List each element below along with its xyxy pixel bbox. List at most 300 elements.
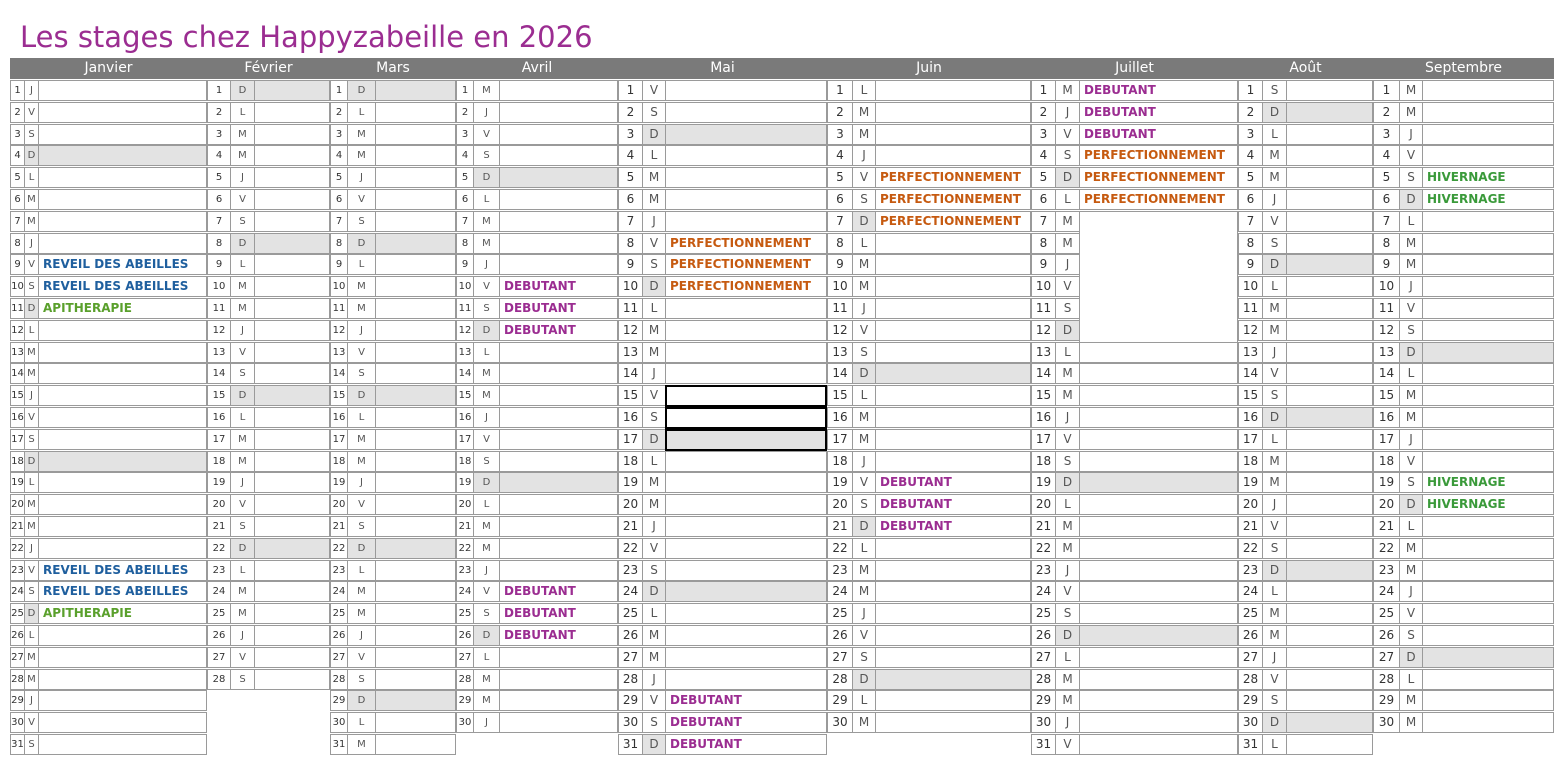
day-row	[330, 363, 456, 384]
event-cell[interactable]	[1286, 603, 1373, 624]
event-cell[interactable]	[375, 80, 456, 101]
event-cell[interactable]	[875, 647, 1031, 668]
event-cell[interactable]	[1286, 451, 1373, 472]
event-cell[interactable]	[254, 342, 330, 363]
event-cell[interactable]	[38, 102, 207, 123]
event-cell[interactable]	[38, 342, 207, 363]
event-cell[interactable]	[1422, 124, 1554, 145]
event-cell[interactable]	[375, 625, 456, 646]
event-cell[interactable]	[1286, 233, 1373, 254]
event-cell[interactable]	[665, 451, 827, 472]
event-cell[interactable]	[375, 298, 456, 319]
event-cell[interactable]	[1286, 647, 1373, 668]
event-cell[interactable]	[499, 647, 618, 668]
event-cell[interactable]	[375, 690, 456, 711]
event-cell[interactable]	[254, 233, 330, 254]
event-cell[interactable]: DEBUTANT	[875, 516, 1031, 537]
event-cell[interactable]	[375, 603, 456, 624]
event-cell[interactable]	[665, 516, 827, 537]
event-cell[interactable]	[38, 472, 207, 493]
event-cell[interactable]	[1422, 233, 1554, 254]
event-cell[interactable]	[665, 189, 827, 210]
event-cell[interactable]	[499, 451, 618, 472]
day-letter: M	[852, 254, 875, 275]
day-letter: V	[642, 233, 665, 254]
event-cell[interactable]	[1286, 494, 1373, 515]
event-cell[interactable]	[499, 102, 618, 123]
day-number: 31	[618, 734, 642, 755]
event-cell[interactable]	[1286, 407, 1373, 428]
event-cell[interactable]	[499, 429, 618, 450]
day-number: 11	[330, 298, 347, 319]
event-cell[interactable]	[1422, 211, 1554, 232]
event-cell[interactable]	[254, 494, 330, 515]
event-cell[interactable]: PERFECTIONNEMENT	[1079, 145, 1238, 166]
event-cell[interactable]	[254, 298, 330, 319]
event-cell[interactable]	[1286, 712, 1373, 733]
event-cell[interactable]	[38, 211, 207, 232]
event-cell[interactable]	[375, 647, 456, 668]
day-number: 24	[1238, 581, 1262, 602]
event-cell[interactable]	[499, 516, 618, 537]
event-cell[interactable]: DEBUTANT	[499, 320, 618, 341]
event-cell[interactable]	[499, 538, 618, 559]
event-cell[interactable]	[1286, 625, 1373, 646]
event-cell[interactable]	[1422, 385, 1554, 406]
event-cell[interactable]	[375, 712, 456, 733]
event-cell[interactable]: DEBUTANT	[875, 494, 1031, 515]
event-cell[interactable]	[375, 581, 456, 602]
event-cell[interactable]	[38, 712, 207, 733]
day-row	[618, 102, 827, 123]
event-cell[interactable]	[1286, 320, 1373, 341]
event-cell[interactable]	[1286, 690, 1373, 711]
day-letter: J	[642, 211, 665, 232]
event-cell[interactable]	[375, 189, 456, 210]
event-cell[interactable]	[499, 189, 618, 210]
event-cell[interactable]	[1286, 167, 1373, 188]
event-cell[interactable]	[1079, 669, 1238, 690]
event-cell[interactable]	[1422, 603, 1554, 624]
event-cell[interactable]	[1079, 625, 1238, 646]
event-cell[interactable]: PERFECTIONNEMENT	[665, 233, 827, 254]
event-cell[interactable]	[375, 560, 456, 581]
event-cell[interactable]: PERFECTIONNEMENT	[875, 189, 1031, 210]
event-cell[interactable]	[254, 407, 330, 428]
event-cell[interactable]	[375, 102, 456, 123]
event-cell[interactable]	[1422, 560, 1554, 581]
event-cell[interactable]	[499, 342, 618, 363]
event-cell[interactable]	[1286, 211, 1373, 232]
event-cell[interactable]	[38, 167, 207, 188]
day-letter: M	[1399, 690, 1422, 711]
event-cell[interactable]: DEBUTANT	[665, 712, 827, 733]
event-cell[interactable]	[1422, 80, 1554, 101]
event-cell[interactable]	[254, 80, 330, 101]
event-cell[interactable]	[254, 603, 330, 624]
day-letter: V	[473, 581, 499, 602]
event-cell[interactable]: PERFECTIONNEMENT	[1079, 167, 1238, 188]
event-cell[interactable]	[665, 298, 827, 319]
event-cell[interactable]	[38, 429, 207, 450]
event-cell[interactable]: APITHERAPIE	[38, 298, 207, 319]
event-cell[interactable]	[1079, 516, 1238, 537]
event-cell[interactable]	[1422, 254, 1554, 275]
event-cell[interactable]	[875, 102, 1031, 123]
event-cell[interactable]	[38, 669, 207, 690]
event-cell[interactable]	[499, 124, 618, 145]
event-cell[interactable]	[875, 603, 1031, 624]
event-cell[interactable]	[1286, 516, 1373, 537]
event-cell[interactable]	[38, 690, 207, 711]
event-cell[interactable]	[254, 538, 330, 559]
day-number: 1	[618, 80, 642, 101]
event-cell[interactable]	[375, 145, 456, 166]
event-cell[interactable]	[254, 429, 330, 450]
event-cell[interactable]	[254, 516, 330, 537]
day-row	[207, 603, 330, 624]
day-letter: M	[24, 516, 38, 537]
event-cell[interactable]	[665, 363, 827, 384]
event-cell[interactable]	[254, 145, 330, 166]
event-cell[interactable]	[499, 669, 618, 690]
event-cell[interactable]	[254, 276, 330, 297]
event-cell[interactable]	[1422, 342, 1554, 363]
event-cell[interactable]	[375, 472, 456, 493]
event-cell[interactable]	[254, 669, 330, 690]
event-cell[interactable]	[1422, 145, 1554, 166]
event-cell[interactable]	[1422, 647, 1554, 668]
event-cell[interactable]	[38, 363, 207, 384]
event-cell[interactable]	[375, 669, 456, 690]
event-cell[interactable]	[875, 298, 1031, 319]
event-cell[interactable]	[875, 581, 1031, 602]
event-cell[interactable]	[1079, 472, 1238, 493]
event-cell[interactable]	[665, 581, 827, 602]
day-number: 22	[618, 538, 642, 559]
event-cell[interactable]	[375, 320, 456, 341]
event-cell[interactable]	[665, 603, 827, 624]
event-cell[interactable]	[254, 124, 330, 145]
event-cell[interactable]: HIVERNAGE	[1422, 167, 1554, 188]
event-cell[interactable]	[1286, 342, 1373, 363]
event-cell[interactable]	[38, 451, 207, 472]
day-number: 9	[10, 254, 24, 275]
event-cell[interactable]	[499, 472, 618, 493]
event-cell[interactable]	[1422, 451, 1554, 472]
event-cell[interactable]	[375, 211, 456, 232]
event-cell[interactable]: REVEIL DES ABEILLES	[38, 560, 207, 581]
day-row	[10, 494, 207, 515]
event-cell[interactable]	[875, 560, 1031, 581]
event-cell[interactable]: DEBUTANT	[1079, 80, 1238, 101]
event-cell[interactable]	[875, 254, 1031, 275]
event-cell[interactable]	[254, 560, 330, 581]
event-cell[interactable]	[1286, 363, 1373, 384]
event-cell[interactable]	[499, 233, 618, 254]
event-cell[interactable]	[38, 647, 207, 668]
event-cell[interactable]	[254, 385, 330, 406]
event-cell[interactable]	[499, 560, 618, 581]
event-cell[interactable]	[254, 320, 330, 341]
event-cell[interactable]	[1079, 581, 1238, 602]
day-letter: L	[473, 342, 499, 363]
event-cell[interactable]	[499, 385, 618, 406]
event-cell[interactable]	[38, 538, 207, 559]
event-cell[interactable]	[254, 451, 330, 472]
event-cell[interactable]	[1079, 560, 1238, 581]
event-cell[interactable]	[1286, 124, 1373, 145]
event-cell[interactable]	[1286, 102, 1373, 123]
event-cell[interactable]	[1286, 560, 1373, 581]
event-cell[interactable]	[665, 167, 827, 188]
event-cell[interactable]	[665, 560, 827, 581]
event-cell[interactable]	[499, 407, 618, 428]
event-cell[interactable]	[38, 124, 207, 145]
event-cell[interactable]	[38, 320, 207, 341]
event-cell[interactable]	[38, 233, 207, 254]
event-cell[interactable]	[875, 538, 1031, 559]
event-cell[interactable]	[499, 211, 618, 232]
event-cell[interactable]	[1286, 145, 1373, 166]
event-cell[interactable]	[875, 363, 1031, 384]
event-cell[interactable]	[1079, 603, 1238, 624]
event-cell[interactable]	[254, 189, 330, 210]
day-number: 18	[1238, 451, 1262, 472]
day-row	[10, 581, 207, 602]
event-cell[interactable]	[375, 516, 456, 537]
event-cell[interactable]	[1079, 690, 1238, 711]
event-cell[interactable]	[375, 494, 456, 515]
event-cell[interactable]	[1286, 254, 1373, 275]
event-cell[interactable]: REVEIL DES ABEILLES	[38, 254, 207, 275]
event-cell[interactable]	[1422, 712, 1554, 733]
event-cell[interactable]	[1079, 538, 1238, 559]
event-cell[interactable]	[254, 625, 330, 646]
event-cell[interactable]	[38, 407, 207, 428]
event-cell[interactable]	[875, 80, 1031, 101]
event-cell[interactable]	[375, 451, 456, 472]
event-cell[interactable]	[1286, 538, 1373, 559]
event-cell[interactable]	[1079, 407, 1238, 428]
day-number: 23	[618, 560, 642, 581]
event-cell[interactable]	[375, 342, 456, 363]
event-cell[interactable]	[1286, 429, 1373, 450]
event-cell[interactable]	[1079, 363, 1238, 384]
event-cell[interactable]	[665, 647, 827, 668]
event-cell[interactable]	[1422, 669, 1554, 690]
event-cell[interactable]	[375, 429, 456, 450]
event-cell[interactable]	[1286, 298, 1373, 319]
event-cell[interactable]	[375, 124, 456, 145]
event-cell[interactable]: REVEIL DES ABEILLES	[38, 276, 207, 297]
event-cell[interactable]: DEBUTANT	[875, 472, 1031, 493]
event-cell[interactable]: DEBUTANT	[1079, 102, 1238, 123]
event-cell[interactable]	[665, 145, 827, 166]
day-row	[618, 647, 827, 668]
event-cell[interactable]	[1079, 712, 1238, 733]
event-cell[interactable]: DEBUTANT	[499, 581, 618, 602]
event-cell[interactable]	[1286, 581, 1373, 602]
event-cell[interactable]	[875, 124, 1031, 145]
day-number: 19	[618, 472, 642, 493]
event-cell[interactable]	[499, 167, 618, 188]
event-cell[interactable]	[499, 145, 618, 166]
event-cell[interactable]	[375, 538, 456, 559]
event-cell[interactable]: PERFECTIONNEMENT	[665, 254, 827, 275]
event-cell[interactable]	[1286, 80, 1373, 101]
event-cell[interactable]: DEBUTANT	[665, 690, 827, 711]
event-cell[interactable]: DEBUTANT	[499, 276, 618, 297]
event-cell[interactable]	[1286, 189, 1373, 210]
event-cell[interactable]	[38, 189, 207, 210]
event-cell[interactable]	[1422, 102, 1554, 123]
day-letter: M	[1399, 538, 1422, 559]
event-cell[interactable]: PERFECTIONNEMENT	[1079, 189, 1238, 210]
event-cell[interactable]	[375, 233, 456, 254]
day-row	[618, 560, 827, 581]
event-cell[interactable]	[1422, 429, 1554, 450]
event-cell[interactable]: DEBUTANT	[499, 298, 618, 319]
event-cell[interactable]	[254, 647, 330, 668]
day-row	[330, 625, 456, 646]
event-cell[interactable]	[665, 538, 827, 559]
event-cell[interactable]	[375, 254, 456, 275]
event-cell[interactable]: HIVERNAGE	[1422, 189, 1554, 210]
event-cell[interactable]	[1079, 734, 1238, 755]
event-cell[interactable]	[875, 451, 1031, 472]
day-row	[1031, 669, 1238, 690]
day-letter: J	[473, 560, 499, 581]
event-cell[interactable]	[1422, 298, 1554, 319]
event-cell[interactable]	[665, 625, 827, 646]
day-row	[1031, 189, 1238, 210]
event-cell[interactable]	[1422, 363, 1554, 384]
event-cell[interactable]	[375, 407, 456, 428]
event-cell[interactable]	[38, 625, 207, 646]
event-cell[interactable]	[38, 80, 207, 101]
event-cell[interactable]	[254, 254, 330, 275]
event-cell[interactable]	[875, 385, 1031, 406]
event-cell[interactable]	[1286, 276, 1373, 297]
event-cell[interactable]	[254, 472, 330, 493]
event-cell[interactable]	[375, 385, 456, 406]
event-cell[interactable]	[875, 712, 1031, 733]
event-cell[interactable]	[875, 342, 1031, 363]
day-row	[827, 516, 1031, 537]
event-cell[interactable]	[875, 625, 1031, 646]
event-cell[interactable]	[1422, 538, 1554, 559]
event-cell[interactable]	[1079, 647, 1238, 668]
event-cell[interactable]: REVEIL DES ABEILLES	[38, 581, 207, 602]
event-cell[interactable]	[875, 669, 1031, 690]
event-cell[interactable]: HIVERNAGE	[1422, 494, 1554, 515]
event-cell[interactable]: PERFECTIONNEMENT	[875, 167, 1031, 188]
event-cell[interactable]: HIVERNAGE	[1422, 472, 1554, 493]
event-cell[interactable]	[1422, 276, 1554, 297]
event-cell[interactable]	[375, 734, 456, 755]
day-number: 5	[618, 167, 642, 188]
event-cell[interactable]	[499, 494, 618, 515]
event-cell[interactable]	[254, 581, 330, 602]
event-cell[interactable]	[875, 233, 1031, 254]
event-cell[interactable]: DEBUTANT	[499, 603, 618, 624]
event-cell[interactable]	[1286, 734, 1373, 755]
event-cell[interactable]	[1422, 581, 1554, 602]
event-cell[interactable]	[875, 320, 1031, 341]
event-cell[interactable]	[499, 690, 618, 711]
event-cell[interactable]	[38, 516, 207, 537]
event-cell[interactable]	[375, 276, 456, 297]
event-cell[interactable]	[1422, 516, 1554, 537]
event-cell[interactable]: DEBUTANT	[1079, 124, 1238, 145]
event-cell[interactable]	[38, 494, 207, 515]
day-letter: S	[852, 189, 875, 210]
event-cell[interactable]: DEBUTANT	[665, 734, 827, 755]
event-cell[interactable]	[1079, 494, 1238, 515]
event-cell[interactable]	[875, 407, 1031, 428]
event-cell[interactable]	[665, 80, 827, 101]
event-cell[interactable]	[1422, 320, 1554, 341]
event-cell[interactable]	[1079, 429, 1238, 450]
event-cell[interactable]	[254, 167, 330, 188]
event-cell[interactable]	[875, 429, 1031, 450]
event-cell[interactable]	[665, 102, 827, 123]
day-letter: L	[1399, 669, 1422, 690]
event-cell[interactable]	[375, 363, 456, 384]
event-cell[interactable]: APITHERAPIE	[38, 603, 207, 624]
event-cell[interactable]: PERFECTIONNEMENT	[875, 211, 1031, 232]
event-cell[interactable]	[665, 494, 827, 515]
event-cell[interactable]	[875, 276, 1031, 297]
event-cell[interactable]	[1286, 472, 1373, 493]
event-cell[interactable]	[1286, 669, 1373, 690]
event-cell[interactable]	[665, 211, 827, 232]
event-cell[interactable]	[499, 363, 618, 384]
event-cell[interactable]	[254, 211, 330, 232]
event-cell[interactable]	[499, 254, 618, 275]
day-row	[1373, 385, 1554, 406]
event-cell[interactable]	[499, 80, 618, 101]
event-cell[interactable]	[1079, 451, 1238, 472]
event-cell[interactable]	[1079, 385, 1238, 406]
event-cell[interactable]	[875, 145, 1031, 166]
event-cell[interactable]	[1286, 385, 1373, 406]
event-cell[interactable]	[1422, 625, 1554, 646]
event-cell[interactable]	[1422, 407, 1554, 428]
day-row	[456, 560, 618, 581]
event-cell[interactable]	[1079, 342, 1238, 363]
event-cell[interactable]: DEBUTANT	[499, 625, 618, 646]
event-cell[interactable]	[665, 320, 827, 341]
event-cell[interactable]	[375, 167, 456, 188]
event-cell[interactable]	[665, 472, 827, 493]
event-cell[interactable]	[1422, 690, 1554, 711]
event-cell[interactable]	[665, 342, 827, 363]
event-cell[interactable]	[38, 145, 207, 166]
event-cell[interactable]	[254, 363, 330, 384]
event-cell[interactable]	[665, 124, 827, 145]
event-cell[interactable]	[38, 734, 207, 755]
day-letter: M	[473, 669, 499, 690]
event-cell[interactable]	[665, 669, 827, 690]
event-cell[interactable]: PERFECTIONNEMENT	[665, 276, 827, 297]
day-number: 6	[827, 189, 852, 210]
event-cell[interactable]	[875, 690, 1031, 711]
event-cell[interactable]	[499, 712, 618, 733]
event-cell[interactable]	[38, 385, 207, 406]
event-cell[interactable]	[254, 102, 330, 123]
